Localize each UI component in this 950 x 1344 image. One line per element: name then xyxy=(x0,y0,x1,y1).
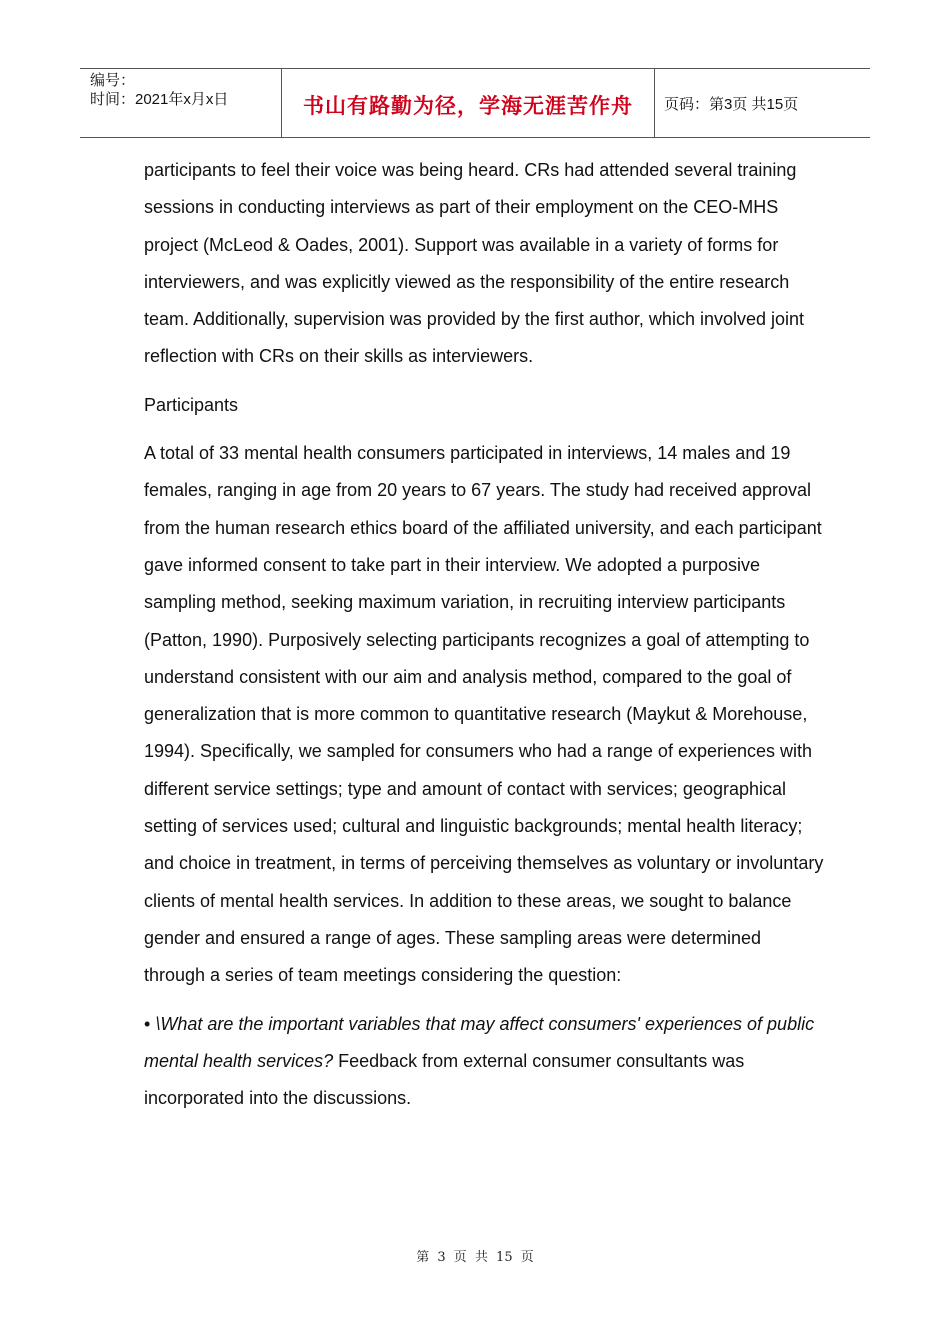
document-body xyxy=(144,152,824,1117)
motto-text: 书山有路勤为径，学海无涯苦作舟 xyxy=(303,94,633,118)
time-label: 时间：2021年x月x日 xyxy=(90,91,229,108)
bullet-rest: Feedback from external consumer consultants was incorporated into the discussions. xyxy=(144,1050,745,1109)
page-header xyxy=(80,68,870,138)
header-page-info-cell xyxy=(655,69,870,137)
header-meta xyxy=(80,69,282,137)
paragraph-interviewers: participants to feel their voice was being heard. CRs had attended several training sessions in conducting interviews as part of their employment on the CEO-MHS project (McLeod & Oades, 2001). Support was available in a variety of forms for interviewers, and was explicitly viewed as the responsibility of the entire research team. Additionally, supervision was provided by the first author, which involved joint reflection with CRs on their skills as interviewers. xyxy=(144,160,805,367)
bullet-question: \What are the important variables that may affect consumers' experiences of public mental health services? xyxy=(144,1013,815,1071)
paragraph-participants: A total of 33 mental health consumers participated in interviews, 14 males and 19 females, ranging in age from 20 years to 67 years. The study had received approval from the human research ethics board of the affiliated university, and each participant gave informed consent to take part in their interview. We adopted a purposive sampling method, seeking maximum variation, in recruiting interview participants (Patton, 1990). Purposively selecting participants recognizes a goal of attempting to understand consistent with our aim and analysis method, compared to the goal of generalization that is more common to quantitative research (Maykut & Morehouse, 1994). Specifically, we sampled for consumers who had a range of experiences with different service settings; type and amount of contact with services; geographical setting of services used; cultural and linguistic backgrounds; mental health literacy; and choice in treatment, in terms of perceiving themselves as voluntary or involuntary clients of mental health services. In addition to these areas, we sought to balance gender and ensured a range of ages. These sampling areas were determined through a series of team meetings considering the question: xyxy=(144,443,824,986)
section-heading-participants: Participants xyxy=(144,394,239,415)
page-info: 页码：第3页 共15页 xyxy=(664,95,799,113)
serial-label: 编号： xyxy=(90,72,136,89)
page-footer: 第 3 页 共 15 页 xyxy=(416,1250,534,1265)
bullet-paragraph xyxy=(144,1006,824,1118)
bullet-marker: • xyxy=(144,1013,151,1034)
header-motto-cell xyxy=(282,69,655,137)
